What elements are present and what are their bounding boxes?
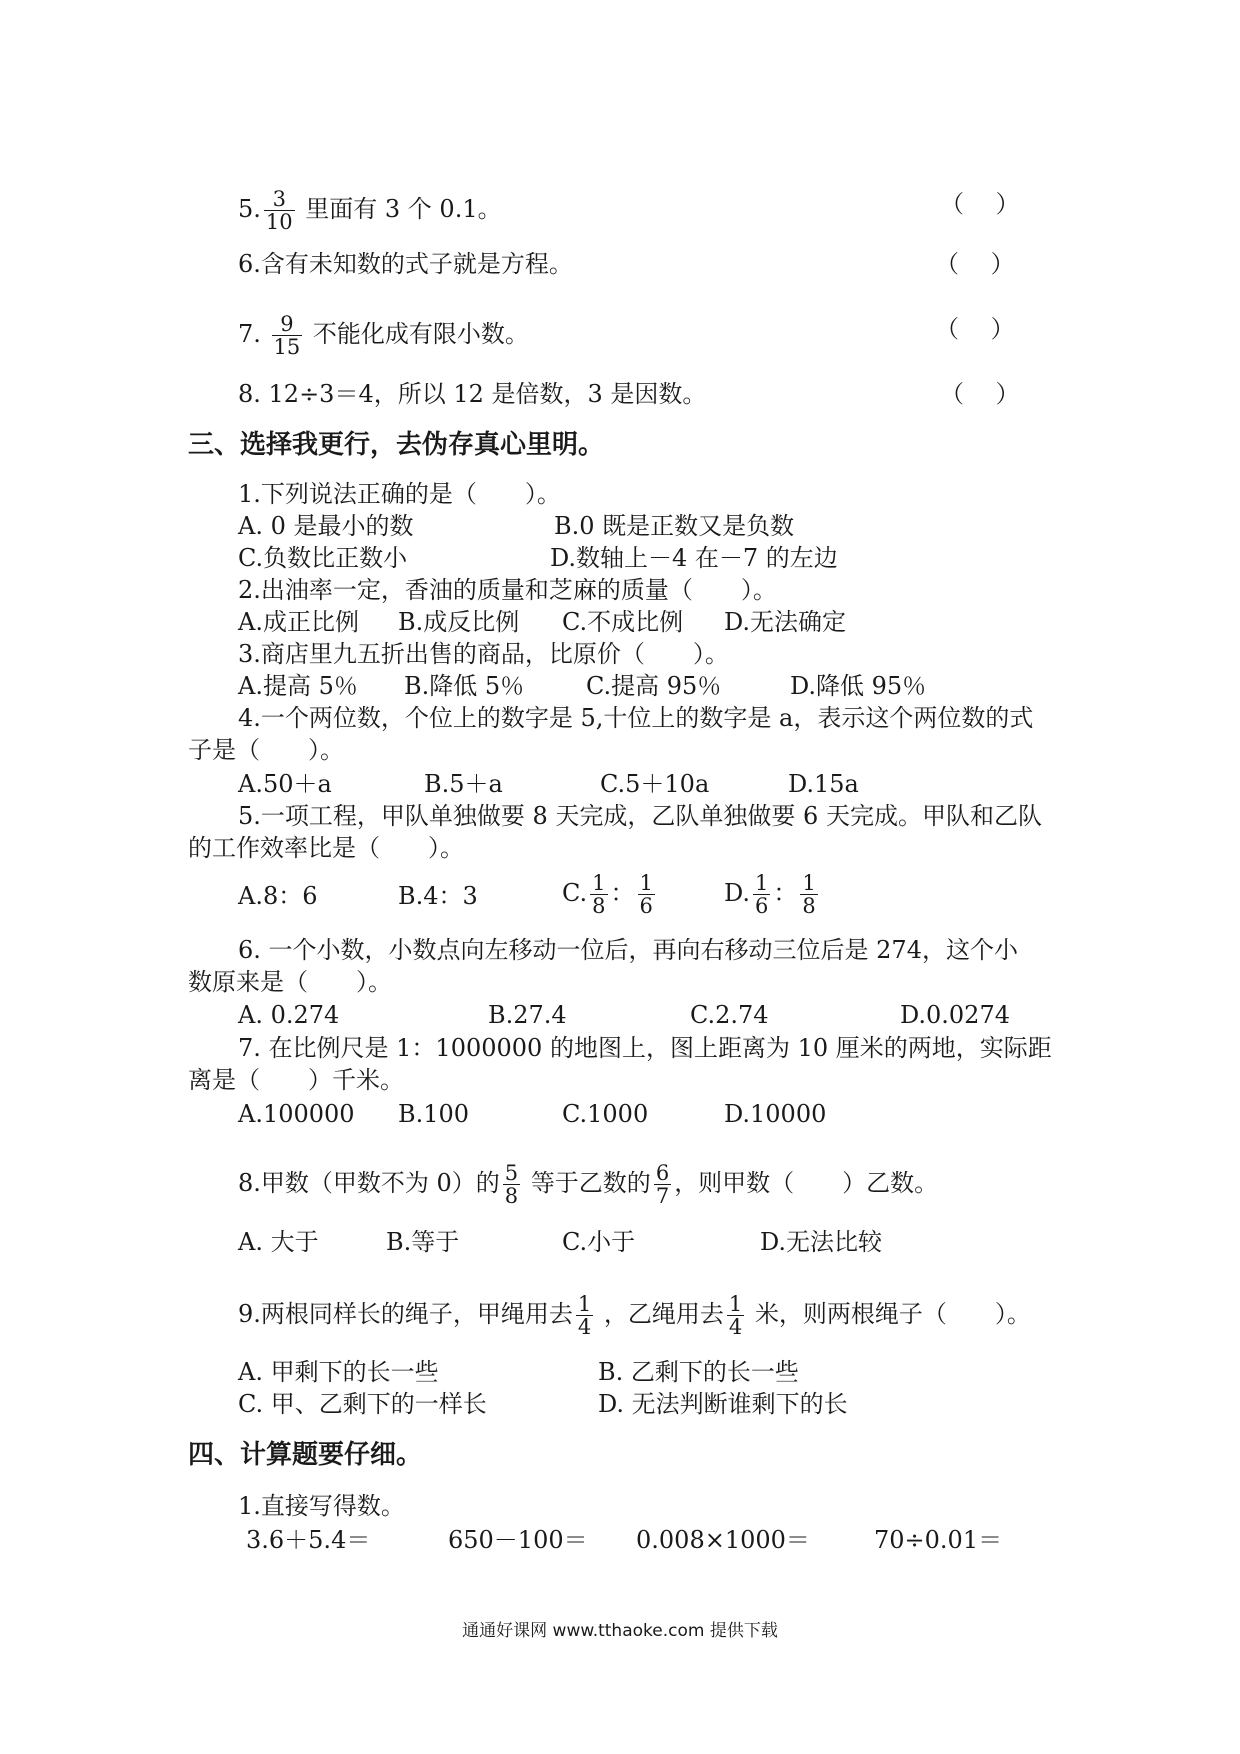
fraction: $\frac{3}{10}$	[265, 187, 293, 234]
q1-option-b[interactable]: B.0 既是正数又是负数	[554, 512, 795, 540]
judge-item-6: 6.含有未知数的式子就是方程。	[238, 250, 573, 278]
q2-option-d[interactable]: D.无法确定	[724, 608, 847, 636]
q6-option-c[interactable]: C.2.74	[690, 1001, 769, 1029]
q8-option-c[interactable]: C.小于	[562, 1228, 636, 1256]
judge-item-8: 8. 12÷3＝4，所以 12 是倍数，3 是因数。	[238, 380, 707, 408]
q2-option-b[interactable]: B.成反比例	[398, 608, 520, 636]
calc-item-1[interactable]: 3.6＋5.4＝	[246, 1526, 371, 1554]
fraction: $\frac{1}{6}$	[639, 871, 653, 918]
fraction: $\frac{1}{8}$	[592, 871, 606, 918]
q8-stem: 8.甲数（甲数不为 0）的 $\frac{5}{8}$ 等于乙数的 $\frac{6}{7}$ ，则甲数（ ）乙数。	[238, 1161, 939, 1208]
q3-option-d[interactable]: D.降低 95％	[790, 672, 927, 700]
q2-option-c[interactable]: C.不成比例	[562, 608, 684, 636]
calc-item-3[interactable]: 0.008×1000＝	[636, 1526, 810, 1554]
fraction: $\frac{1}{6}$	[755, 871, 769, 918]
calc-item-4[interactable]: 70÷0.01＝	[874, 1526, 1003, 1554]
calc-item-2[interactable]: 650－100＝	[448, 1526, 588, 1554]
q2-stem: 2.出油率一定，香油的质量和芝麻的质量（ ）。	[238, 576, 777, 604]
q9-option-d[interactable]: D. 无法判断谁剩下的长	[598, 1390, 848, 1418]
q3-option-a[interactable]: A.提高 5％	[238, 672, 358, 700]
answer-paren[interactable]: （ ）	[935, 250, 1015, 278]
q1-option-a[interactable]: A. 0 是最小的数	[238, 512, 414, 540]
q4-option-b[interactable]: B.5＋a	[424, 770, 503, 798]
page-footer: 通通好课网 www.tthaoke.com 提供下载	[462, 1621, 778, 1641]
q7-stem-line1: 7. 在比例尺是 1：1000000 的地图上，图上距离为 10 厘米的两地，实际距	[238, 1034, 1052, 1062]
q5-option-d[interactable]: D. $\frac{1}{6}$ ： $\frac{1}{8}$	[724, 871, 816, 918]
q1-option-c[interactable]: C.负数比正数小	[238, 544, 408, 572]
fraction: $\frac{6}{7}$	[655, 1161, 670, 1208]
q8-option-b[interactable]: B.等于	[386, 1228, 460, 1256]
q1-stem: 1.下列说法正确的是（ ）。	[238, 480, 561, 508]
q6-option-b[interactable]: B.27.4	[488, 1001, 567, 1029]
q5-stem-line1: 5.一项工程，甲队单独做要 8 天完成，乙队单独做要 6 天完成。甲队和乙队	[238, 802, 1042, 830]
answer-paren[interactable]: （ ）	[940, 380, 1020, 408]
section-3-heading: 三、选择我更行，去伪存真心里明。	[188, 430, 605, 460]
q5-option-c[interactable]: C. $\frac{1}{8}$ ： $\frac{1}{6}$	[562, 871, 653, 918]
q4-option-a[interactable]: A.50＋a	[238, 770, 332, 798]
answer-paren[interactable]: （ ）	[940, 190, 1020, 218]
q9-option-b[interactable]: B. 乙剩下的长一些	[598, 1358, 799, 1386]
q7-stem-line2: 离是（ ）千米。	[188, 1066, 404, 1094]
q6-option-d[interactable]: D.0.0274	[900, 1001, 1010, 1029]
q6-stem-line2: 数原来是（ ）。	[188, 968, 392, 996]
q5-option-b[interactable]: B.4：3	[398, 882, 478, 910]
fraction: $\frac{1}{4}$	[728, 1292, 743, 1339]
fraction: $\frac{5}{8}$	[504, 1161, 519, 1208]
answer-paren[interactable]: （ ）	[935, 315, 1015, 343]
q4-stem-line1: 4.一个两位数，个位上的数字是 5,十位上的数字是 a，表示这个两位数的式	[238, 704, 1034, 732]
fraction: $\frac{9}{15}$	[273, 312, 301, 359]
section-4-subheading: 1.直接写得数。	[238, 1492, 405, 1520]
q4-option-c[interactable]: C.5＋10a	[600, 770, 710, 798]
q7-option-c[interactable]: C.1000	[562, 1100, 649, 1128]
q8-option-d[interactable]: D.无法比较	[760, 1228, 883, 1256]
q4-option-d[interactable]: D.15a	[788, 770, 859, 798]
judge-item-7: 7. $\frac{9}{15}$ 不能化成有限小数。	[238, 312, 529, 359]
q3-stem: 3.商店里九五折出售的商品，比原价（ ）。	[238, 640, 729, 668]
q5-option-a[interactable]: A.8：6	[238, 882, 318, 910]
q7-option-a[interactable]: A.100000	[238, 1100, 355, 1128]
q9-option-a[interactable]: A. 甲剩下的长一些	[238, 1358, 439, 1386]
judge-item-5: 5. $\frac{3}{10}$ 里面有 3 个 0.1。	[238, 187, 502, 234]
section-4-heading: 四、计算题要仔细。	[188, 1440, 423, 1470]
fraction: $\frac{1}{4}$	[577, 1292, 592, 1339]
q9-option-c[interactable]: C. 甲、乙剩下的一样长	[238, 1390, 487, 1418]
q7-option-d[interactable]: D.10000	[724, 1100, 827, 1128]
q5-stem-line2: 的工作效率比是（ ）。	[188, 834, 464, 862]
q6-option-a[interactable]: A. 0.274	[238, 1001, 340, 1029]
fraction: $\frac{1}{8}$	[802, 871, 816, 918]
q1-option-d[interactable]: D.数轴上－4 在－7 的左边	[550, 544, 838, 572]
q8-option-a[interactable]: A. 大于	[238, 1228, 319, 1256]
q6-stem-line1: 6. 一个小数，小数点向左移动一位后，再向右移动三位后是 274，这个小	[238, 936, 1018, 964]
q4-stem-line2: 子是（ ）。	[188, 736, 344, 764]
q2-option-a[interactable]: A.成正比例	[238, 608, 359, 636]
q9-stem: 9.两根同样长的绳子，甲绳用去 $\frac{1}{4}$ ，乙绳用去 $\frac{1}{4}$ 米，则两根绳子（ ）。	[238, 1292, 1031, 1339]
q3-option-b[interactable]: B.降低 5％	[404, 672, 525, 700]
q3-option-c[interactable]: C.提高 95％	[586, 672, 722, 700]
q7-option-b[interactable]: B.100	[398, 1100, 470, 1128]
